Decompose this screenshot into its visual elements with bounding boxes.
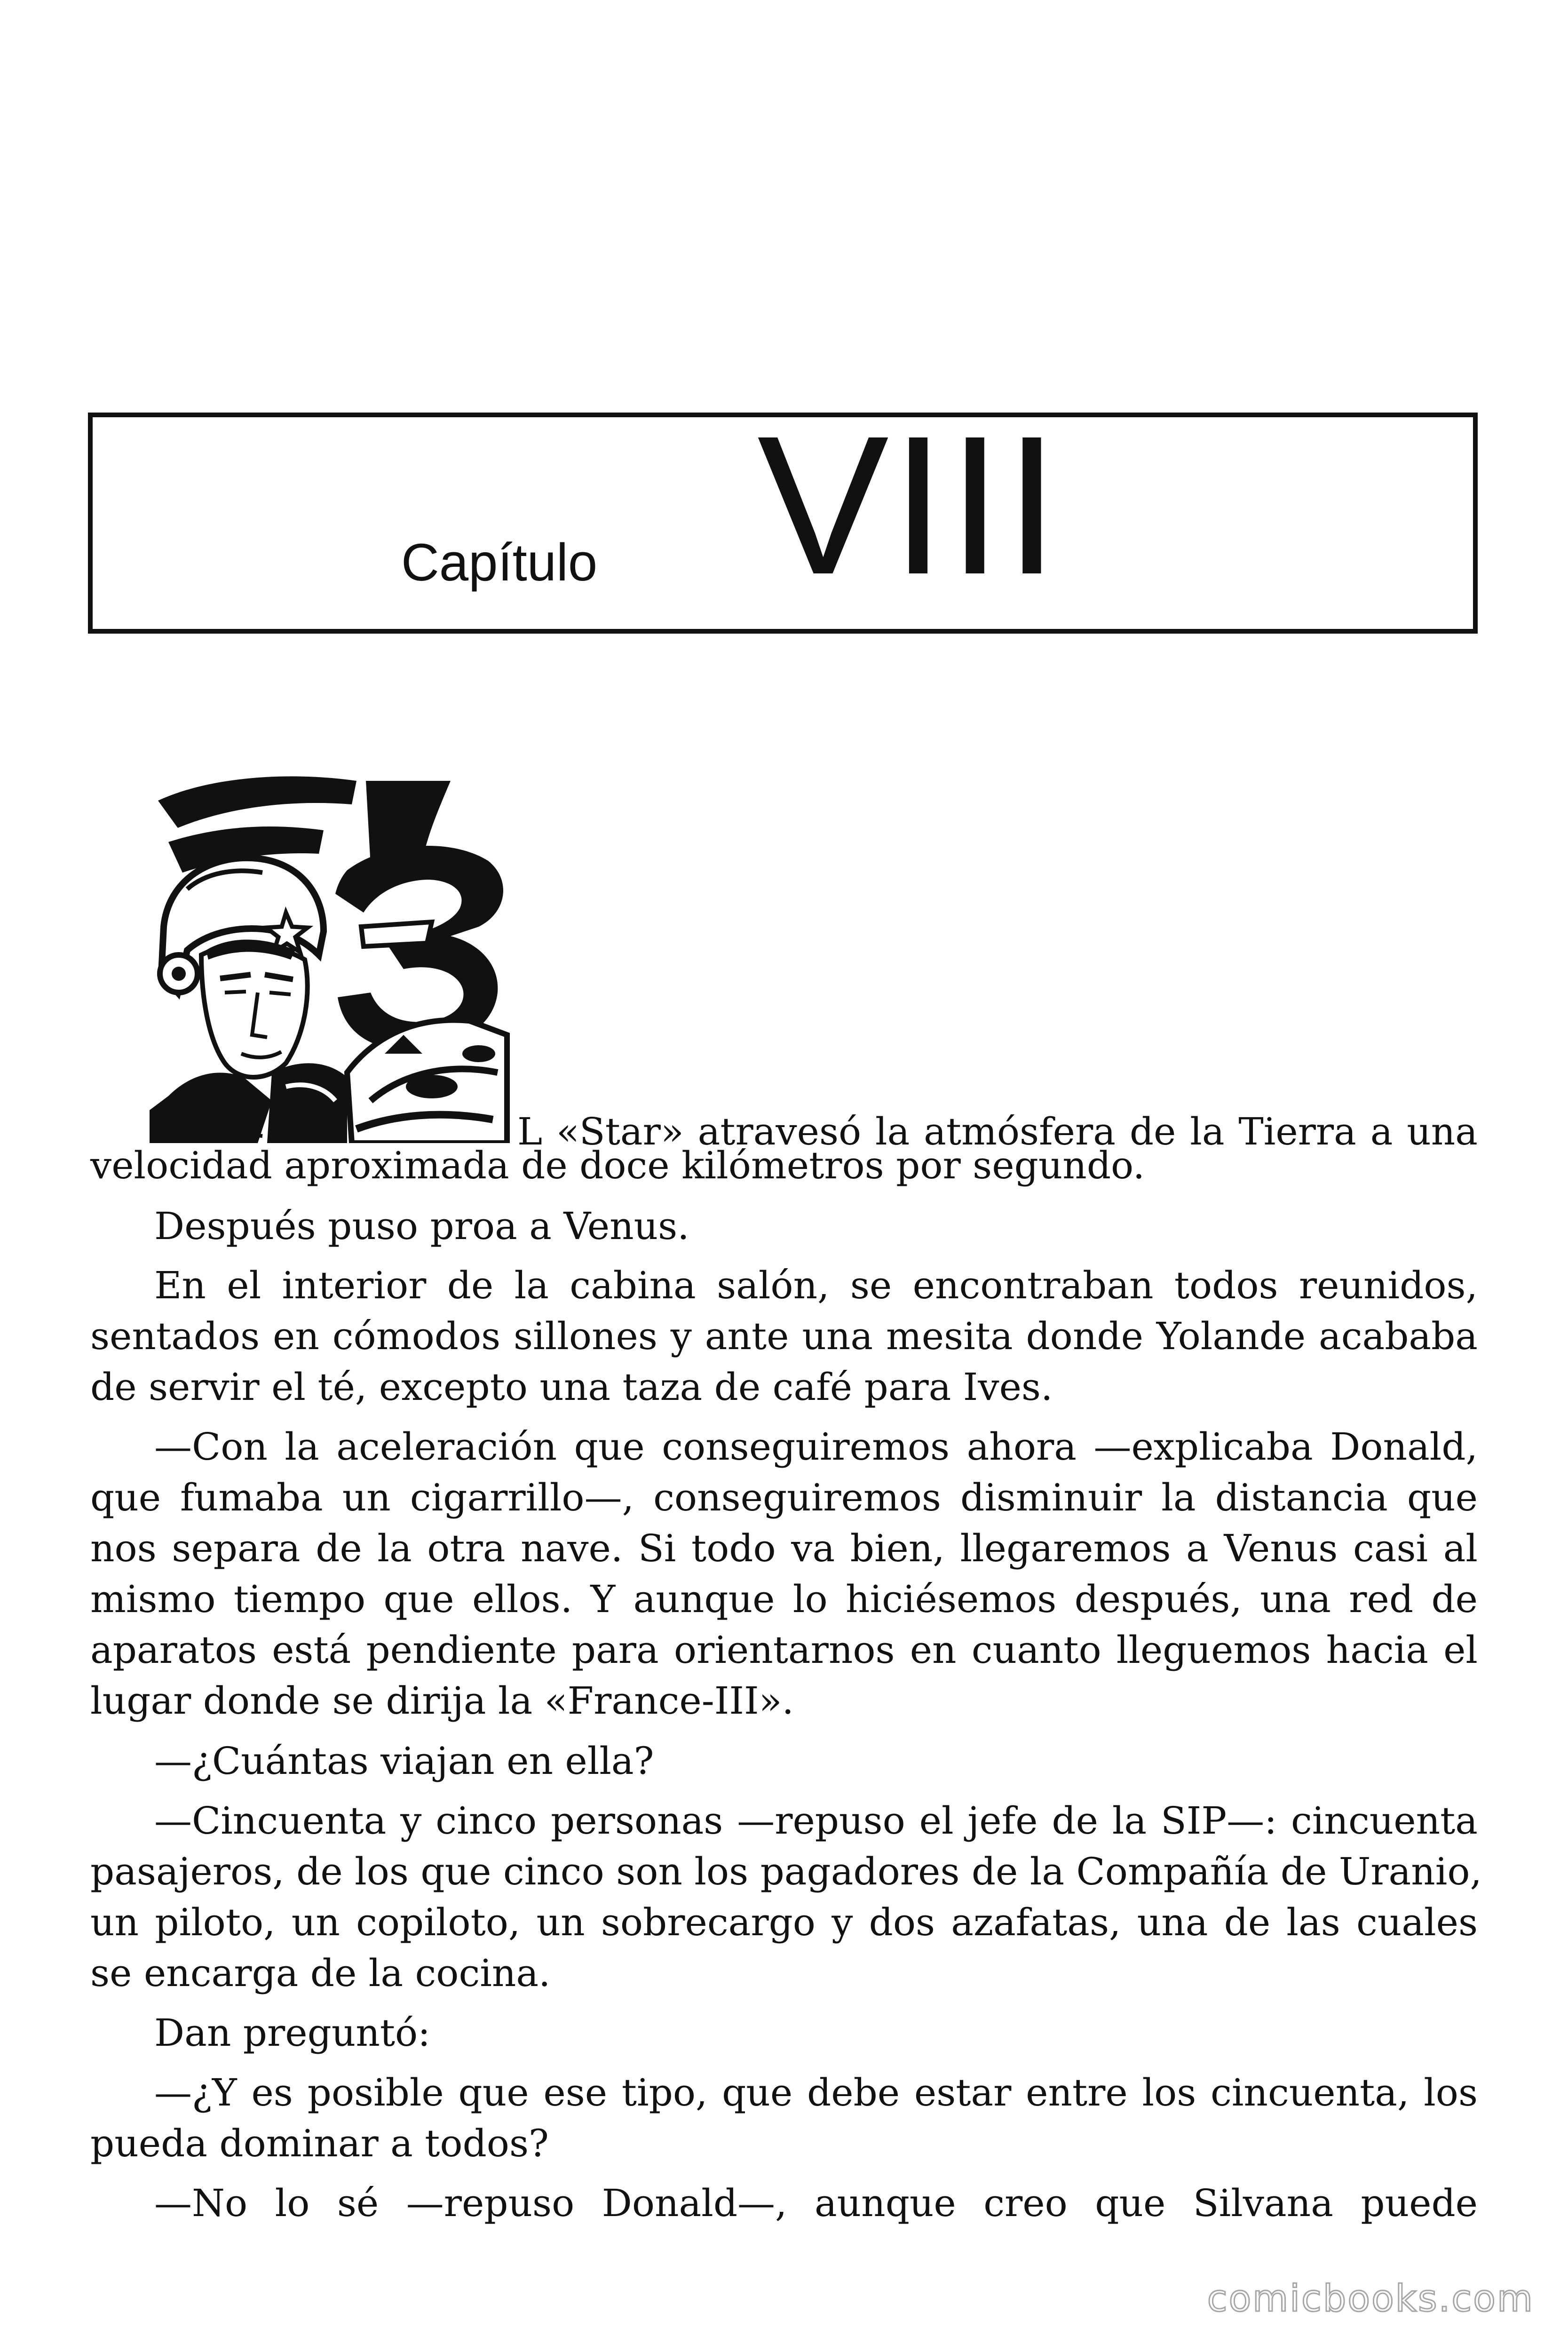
paragraph-line: —¿Y es posible que ese tipo, que debe estar entre los cincuenta, los (154, 2071, 1478, 2114)
paragraph-line: Dan preguntó: (154, 2011, 431, 2055)
paragraph-line: pueda dominar a todos? (90, 2122, 549, 2165)
paragraph-line: —Cincuenta y cinco personas —repuso el jefe de la SIP—: cincuenta (154, 1799, 1478, 1843)
chapter-number: VIII (757, 395, 1061, 616)
paragraph-line: se encarga de la cocina. (90, 1951, 551, 1995)
paragraph-line: un piloto, un copiloto, un sobrecargo y dos azafatas, una de las cuales (90, 1900, 1478, 1944)
paragraph-line: pasajeros, de los que cinco son los pagadores de la Compañía de Uranio, (90, 1850, 1482, 1893)
paragraph-line: de servir el té, excepto una taza de café para Ives. (90, 1365, 1053, 1409)
paragraph-line: nos separa de la otra nave. Si todo va bien, llegaremos a Venus casi al (90, 1526, 1478, 1570)
paragraph-line: —¿Cuántas viajan en ella? (154, 1739, 654, 1783)
paragraph-line: aparatos está pendiente para orientarnos en cuanto lleguemos hacia el (90, 1628, 1478, 1672)
astronaut-drop-cap-e-illustration (150, 771, 521, 1143)
paragraph-line: L «Star» atravesó la atmósfera de la Tierra a una (517, 1110, 1478, 1153)
paragraph-line: lugar donde se dirija la «France-III». (90, 1679, 794, 1723)
paragraph-line: mismo tiempo que ellos. Y aunque lo hiciésemos después, una red de (90, 1577, 1478, 1621)
chapter-label: Capítulo (401, 533, 598, 592)
paragraph-line: velocidad aproximada de doce kilómetros por segundo. (90, 1144, 1145, 1187)
paragraph-line: En el interior de la cabina salón, se encontraban todos reunidos, (154, 1263, 1478, 1307)
paragraph-line: que fumaba un cigarrillo—, conseguiremos disminuir la distancia que (90, 1476, 1478, 1519)
paragraph-line: —Con la aceleración que conseguiremos ahora —explicaba Donald, (154, 1425, 1478, 1469)
watermark: comicbooks.com (1207, 2278, 1534, 2320)
paragraph-line: —No lo sé —repuso Donald—, aunque creo que Silvana puede (154, 2181, 1478, 2225)
paragraph-line: sentados en cómodos sillones y ante una mesita donde Yolande acababa (90, 1314, 1478, 1358)
paragraph-line: Después puso proa a Venus. (154, 1204, 689, 1248)
